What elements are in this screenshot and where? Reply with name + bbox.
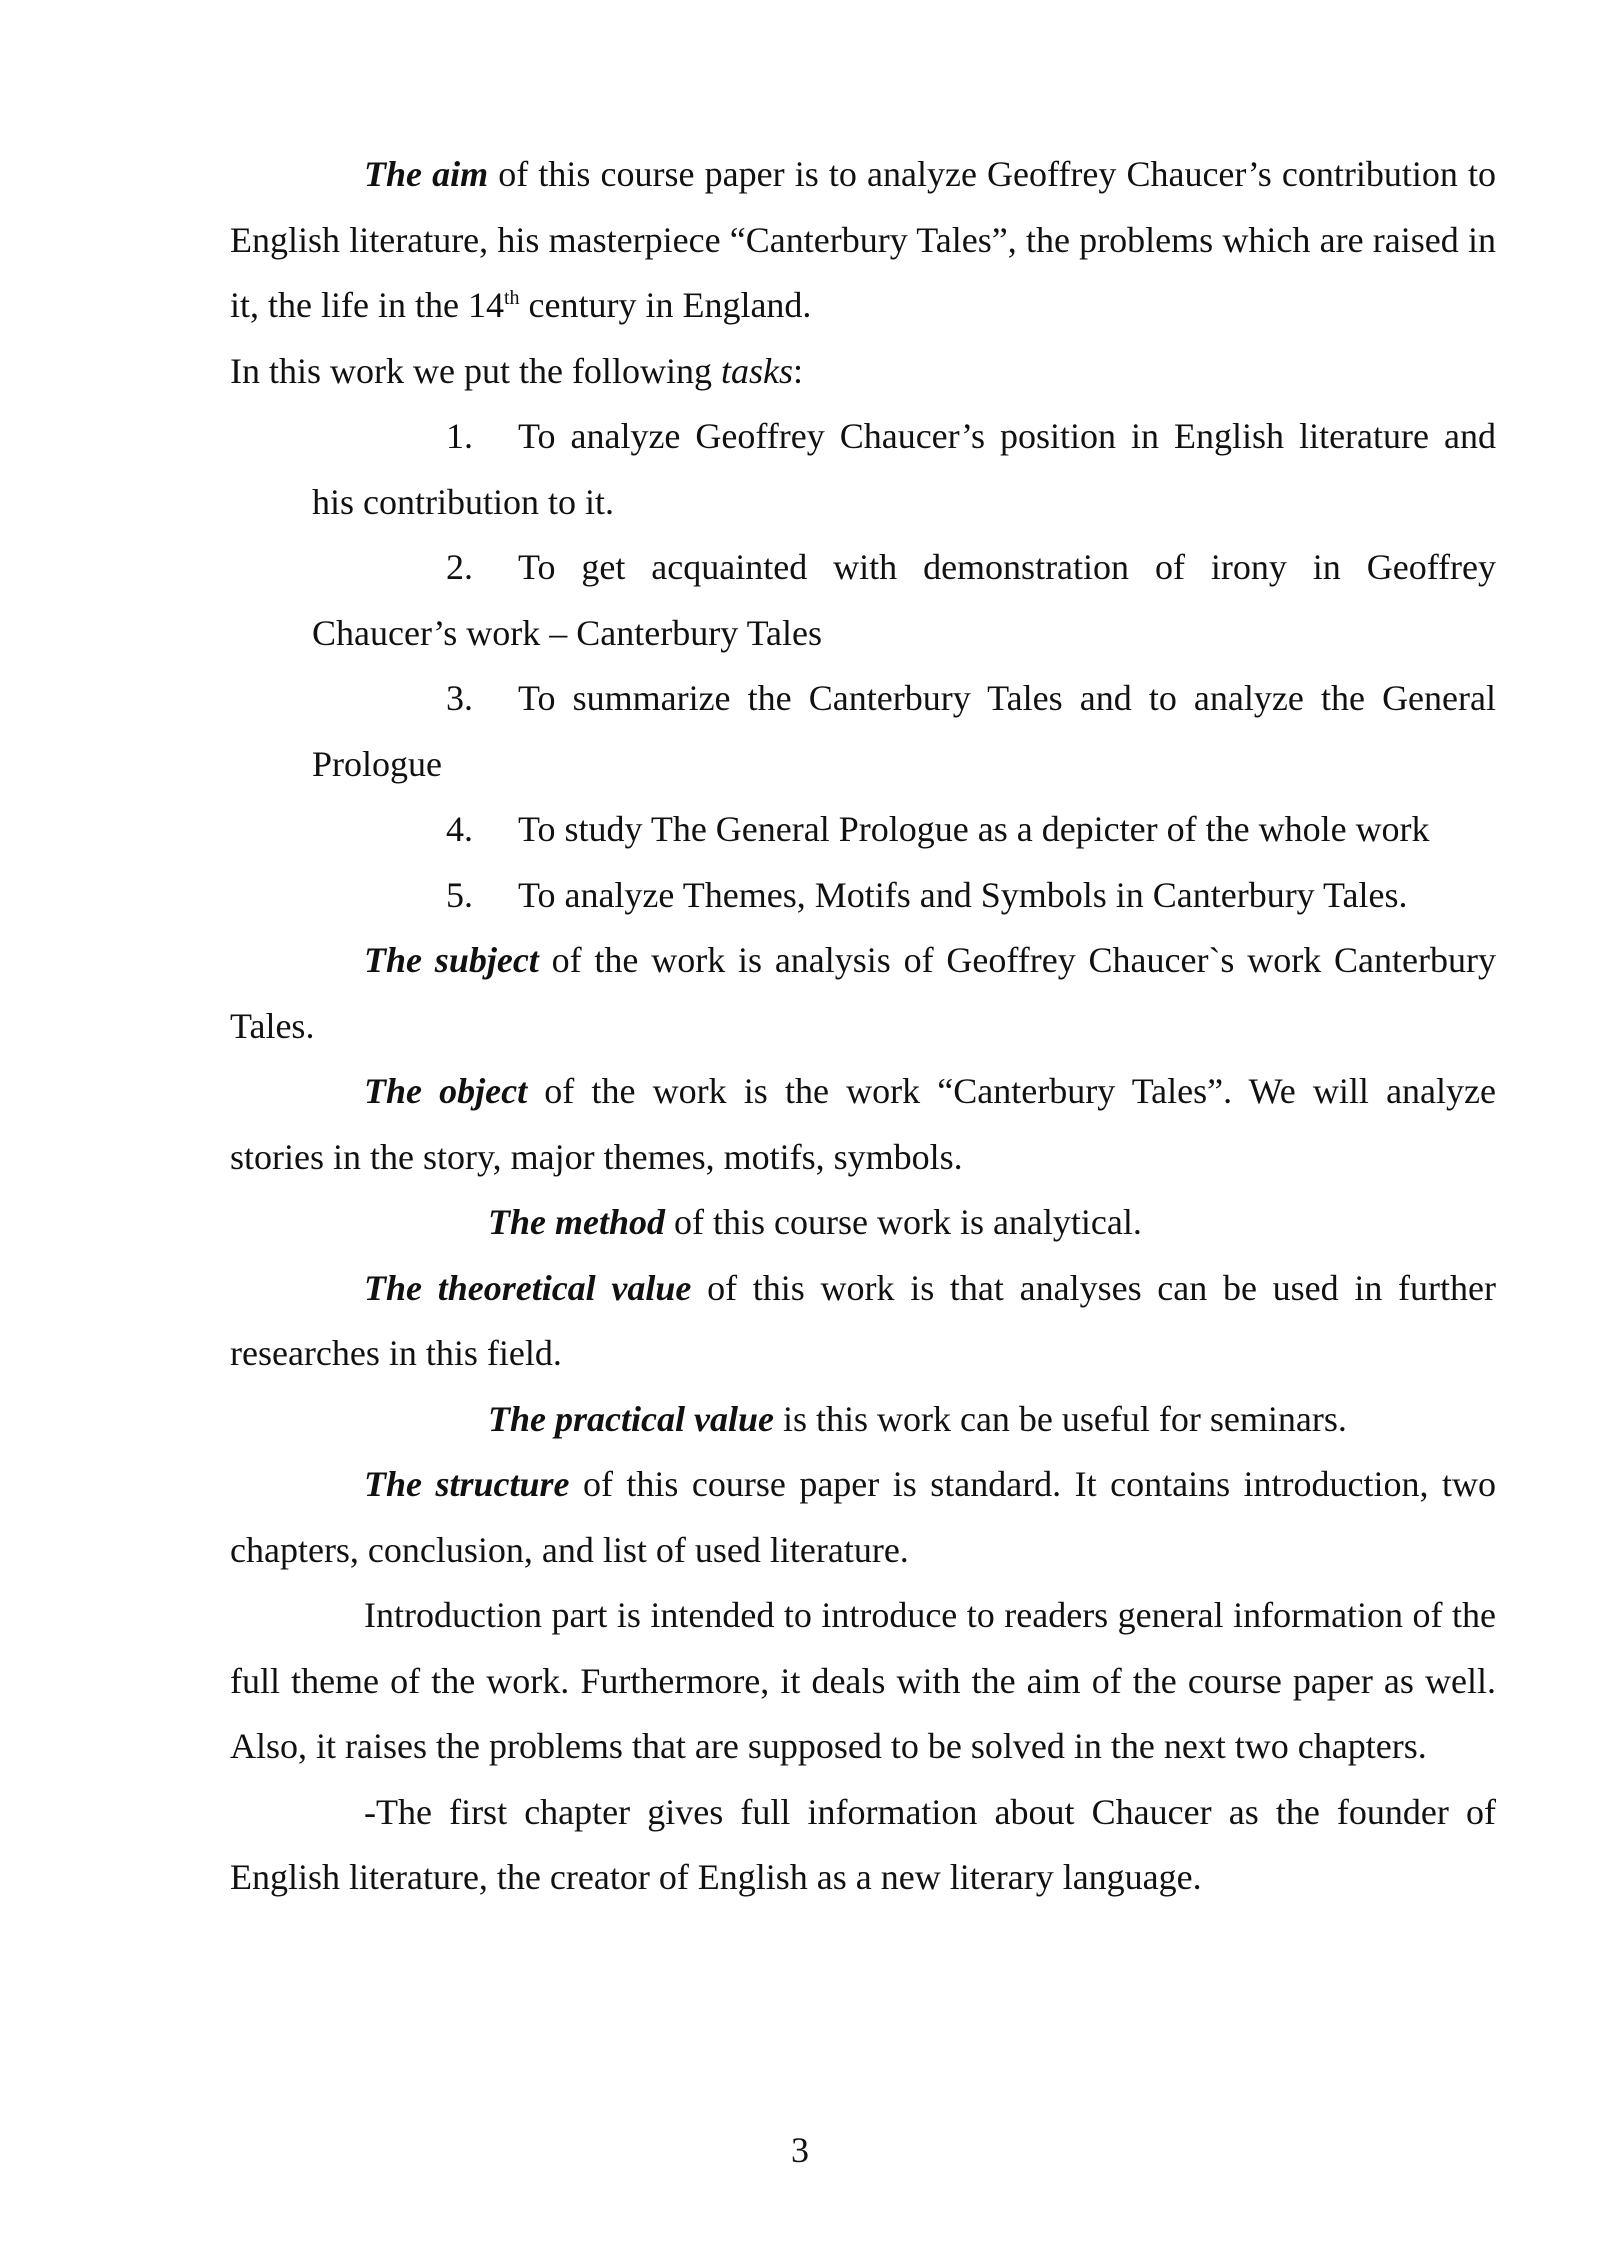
structure-label: The structure xyxy=(364,1464,570,1504)
object-text: of the work is the work “Canterbury Tales”. We will analyze stories in the story, major themes, motifs, symbols. xyxy=(230,1071,1496,1177)
aim-text: of this course paper is to analyze Geoffrey Chaucer’s contribution to English literature, his masterpiece “Canterbury Tales”, the problems which are raised in it, the life in the 14 xyxy=(230,154,1496,325)
list-item-text: To analyze Geoffrey Chaucer’s position in English literature and his contribution to it. xyxy=(312,416,1496,522)
page-number: 3 xyxy=(791,2130,809,2170)
aim-text-end: century in England. xyxy=(519,285,812,325)
tasks-colon: : xyxy=(792,350,803,391)
list-item xyxy=(230,666,1496,797)
method-label: The method xyxy=(488,1202,665,1242)
list-item-number: 5. xyxy=(446,874,473,915)
list-item-number: 2. xyxy=(446,547,473,587)
structure-text: of this course paper is standard. It contains introduction, two chapters, conclusion, and list of used literature. xyxy=(230,1464,1496,1570)
practical-value-text: is this work can be useful for seminars. xyxy=(773,1398,1347,1439)
list-item-text: To analyze Themes, Motifs and Symbols in Canterbury Tales. xyxy=(518,874,1408,915)
list-item xyxy=(230,535,1496,666)
list-item-number: 1. xyxy=(446,416,473,456)
tasks-intro-text: In this work we put the following xyxy=(230,350,721,391)
object-paragraph xyxy=(230,1059,1496,1190)
subject-paragraph xyxy=(230,928,1496,1059)
list-item xyxy=(230,404,1496,535)
list-item-number: 3. xyxy=(446,678,473,718)
tasks-intro xyxy=(230,339,1496,405)
list-item-text: To get acquainted with demonstration of irony in Geoffrey Chaucer’s work – Canterbury Tales xyxy=(312,547,1496,653)
theoretical-value-paragraph xyxy=(230,1256,1496,1387)
aim-label: The aim xyxy=(364,154,489,194)
list-item-text: To study The General Prologue as a depicter of the whole work xyxy=(518,809,1430,849)
first-chapter-paragraph: -The first chapter gives full information about Chaucer as the founder of English literature, the creator of English as a new literary language. xyxy=(230,1791,1496,1897)
tasks-word: tasks xyxy=(720,350,793,391)
object-label: The object xyxy=(364,1071,528,1111)
practical-value-paragraph xyxy=(230,1387,1496,1453)
method-paragraph xyxy=(230,1190,1496,1256)
theoretical-value-label: The theoretical value xyxy=(364,1267,692,1308)
list-item-text: To summarize the Canterbury Tales and to analyze the General Prologue xyxy=(312,678,1496,784)
tasks-list xyxy=(230,404,1496,928)
method-text: of this course work is analytical. xyxy=(665,1202,1142,1242)
theoretical-value-text: of this work is that analyses can be used in further researches in this field. xyxy=(230,1267,1496,1373)
subject-text: of the work is analysis of Geoffrey Chaucer`s work Canterbury Tales. xyxy=(230,940,1496,1046)
aim-superscript: th xyxy=(503,287,520,309)
structure-paragraph xyxy=(230,1452,1496,1583)
practical-value-label: The practical value xyxy=(488,1398,774,1439)
list-item xyxy=(230,863,1496,929)
subject-label: The subject xyxy=(364,940,539,980)
list-item-number: 4. xyxy=(446,809,473,849)
aim-paragraph xyxy=(230,142,1496,339)
list-item xyxy=(230,797,1496,863)
document-body xyxy=(230,142,1496,1911)
introduction-paragraph: Introduction part is intended to introduce to readers general information of the full theme of the work. Furthermore, it deals with the aim of the course paper as well. Also, it raises the problems that are supposed to be solved in the next two chapters. xyxy=(230,1595,1496,1766)
